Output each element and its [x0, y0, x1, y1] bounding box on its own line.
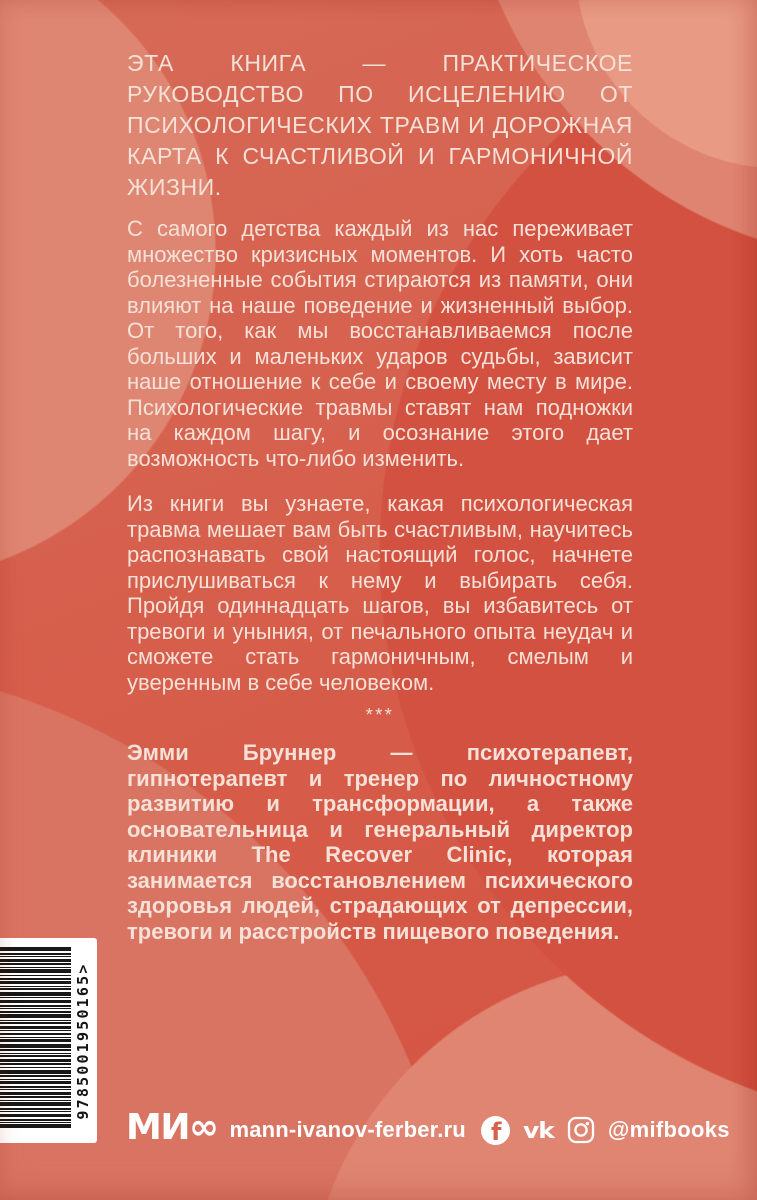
facebook-icon — [481, 1116, 510, 1145]
publisher-website: mann-ivanov-ferber.ru — [229, 1117, 466, 1142]
mif-logo: МИ∞ — [126, 1107, 218, 1148]
barcode — [0, 938, 97, 1143]
publisher-footer — [126, 1107, 730, 1150]
instagram-icon — [567, 1116, 595, 1144]
section-separator: *** — [365, 705, 395, 725]
barcode-number: 9785001950165> — [74, 962, 92, 1120]
vk-icon: vk — [522, 1116, 554, 1144]
annotation-block — [127, 0, 633, 944]
annotation-paragraph: С самого детства каждый из нас переживает множество кризисных моментов. И хоть часто болезненные события стираются из памяти, они влияют на наше поведение и жизненный выбор. От того, как мы восстанавливаемся после больших и маленьких ударов судьбы, зависит наше отношение к себе и своему месту в мире. Психологические травмы ставят нам подножки на каждом шагу, и осознание этого дает возможность что-либо изменить. — [127, 216, 633, 471]
annotation-paragraph: Из книги вы узнаете, какая психологическая травма мешает вам быть счастливым, научитесь распознавать свой настоящий голос, начнете прислушиваться к нему и выбирать себя. Пройдя одиннадцать шагов, вы избавитесь от тревоги и уныния, от печального опыта неудач и сможете стать гармоничным, смелым и уверенным в себе человеком. — [127, 491, 633, 695]
author-bio: Эмми Бруннер — психотерапевт, гипнотерапевт и тренер по личностному развитию и трансформации, а также основательница и генеральный директор клиники The Recover Clinic, которая занимается восстановлением психического здоровья людей, страдающих от депрессии, тревоги и расстройств пищевого поведения. — [127, 740, 633, 944]
facebook-letter: f — [490, 1117, 502, 1145]
lead-paragraph: ЭТА КНИГА — ПРАКТИЧЕСКОЕ РУКОВОДСТВО ПО ИСЦЕЛЕНИЮ ОТ ПСИХОЛОГИЧЕСКИХ ТРАВМ И ДОРОЖНАЯ КАРТА К СЧАСТЛИВОЙ И ГАРМОНИЧНОЙ ЖИЗНИ. — [127, 50, 633, 200]
barcode-bars — [0, 947, 71, 1134]
social-handle: @mifbooks — [607, 1117, 730, 1142]
